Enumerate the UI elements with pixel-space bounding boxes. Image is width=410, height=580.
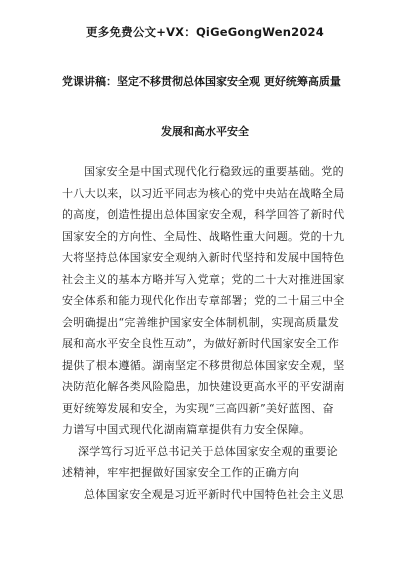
body-line: 会明确提出“完善维护国家安全体制机制，实现高质量发 bbox=[62, 315, 340, 329]
body-line: 安全体系和能力现代化作出专章部署；党的二十届三中全 bbox=[62, 294, 345, 307]
body-line: 深学笃行习近平总书记关于总体国家安全观的重要论 bbox=[78, 444, 338, 458]
body-line: 提供了根本遵循。湖南坚定不移贯彻总体国家安全观，坚 bbox=[62, 358, 345, 372]
document-title-line-1: 党课讲稿：坚定不移贯彻总体国家安全观 更好统筹高质量 bbox=[62, 75, 341, 88]
body-line: 的高度，创造性提出总体国家安全观，科学回答了新时代 bbox=[62, 208, 345, 221]
document-title-line-2: 发展和高水平安全 bbox=[161, 125, 249, 138]
body-line: 社会主义的基本方略并写入党章；党的二十大对推进国家 bbox=[62, 272, 345, 286]
header-note: 更多免费公文+VX：QiGeGongWen2024 bbox=[86, 25, 324, 39]
body-line: 展和高水平安全良性互动”，为做好新时代国家安全工作 bbox=[62, 337, 340, 350]
body-line: 述精神，牢牢把握做好国家安全工作的正确方向 bbox=[62, 466, 300, 479]
body-line: 更好统筹发展和安全，为实现“三高四新”美好蓝图、奋 bbox=[62, 401, 334, 415]
body-line: 总体国家安全观是习近平新时代中国特色社会主义思 bbox=[84, 487, 344, 501]
body-line: 大将坚持总体国家安全观纳入新时代坚持和发展中国特色 bbox=[62, 251, 345, 264]
body-line: 力谱写中国式现代化湖南篇章提供有力安全保障。 bbox=[62, 423, 311, 436]
body-line: 决防范化解各类风险隐患，加快建设更高水平的平安湖南 bbox=[62, 380, 345, 393]
body-line: 十八大以来，以习近平同志为核心的党中央站在战略全局 bbox=[62, 186, 345, 200]
document-body bbox=[62, 161, 352, 505]
body-line: 国家安全是中国式现代化行稳致远的重要基础。党的 bbox=[84, 165, 344, 178]
body-line: 国家安全的方向性、全局性、战略性重大问题。党的十九 bbox=[62, 229, 345, 243]
